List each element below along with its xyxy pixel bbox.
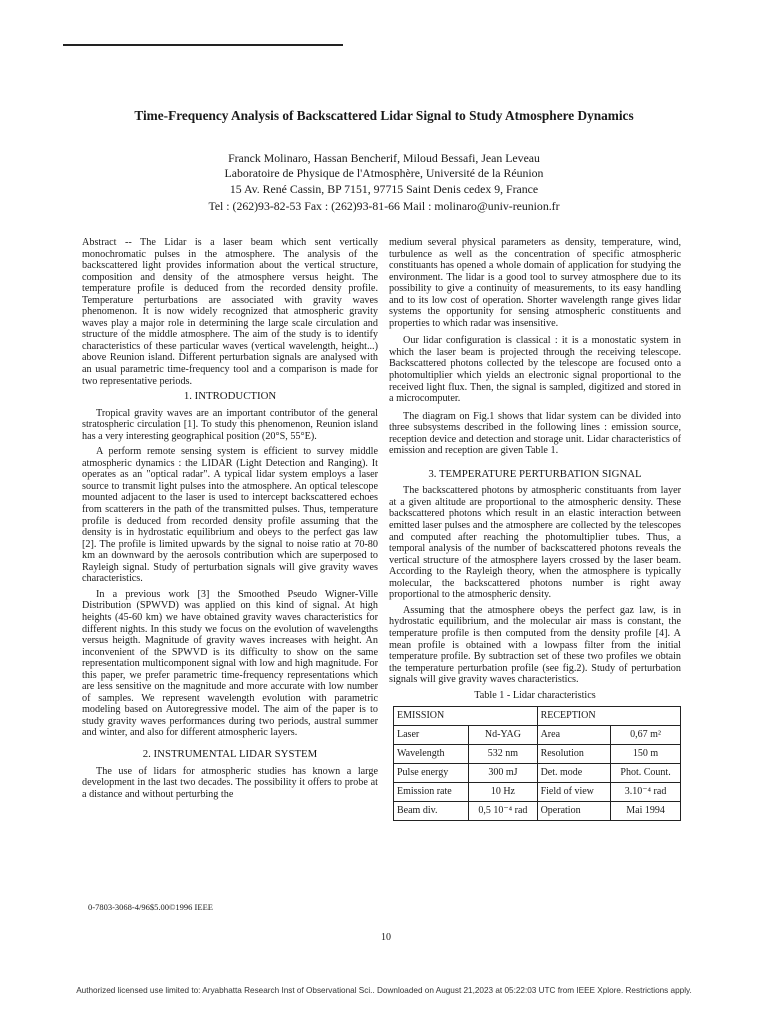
table-header-row [394, 707, 681, 726]
table-cell: Det. mode [537, 764, 611, 783]
table-row [394, 726, 681, 745]
table-cell: 532 nm [469, 745, 537, 764]
author-list: Franck Molinaro, Hassan Bencherif, Miloud Bessafi, Jean Leveau [228, 151, 540, 165]
table-cell: Wavelength [394, 745, 469, 764]
table-caption: Table 1 - Lidar characteristics [474, 689, 596, 701]
table-cell: Emission rate [394, 783, 469, 802]
left-column [82, 237, 378, 801]
table-cell: 3.10⁻⁴ rad [611, 783, 681, 802]
paragraph: Assuming that the atmosphere obeys the perfect gaz law, is in hydrostatic equilibrium, and the molecular air mass is constant, the temperature profile is then computed from the density profile [4]. A mean profile is obtained with a lowpass filter from the initial temperature profile. By subtraction set of these two profiles we obtain the temperature perturbation profile (see fig.2). Study of perturbation signals will give gravity waves characteristics. [389, 604, 681, 686]
right-column [389, 237, 681, 821]
table-cell: Phot. Count. [611, 764, 681, 783]
contact-info: Tel : (262)93-82-53 Fax : (262)93-81-66 Mail : molinaro@univ-reunion.fr [208, 199, 560, 213]
address: 15 Av. René Cassin, BP 7151, 97715 Saint Denis cedex 9, France [229, 182, 539, 196]
paragraph: Tropical gravity waves are an important contributor of the general stratospheric circulation [1]. To study this phenomenon, Reunion island has a very interesting geographical position (20°S, 55°E). [82, 407, 378, 442]
table-cell: Operation [537, 802, 611, 821]
affiliation: Laboratoire de Physique de l'Atmosphère, Université de la Réunion [224, 166, 544, 180]
paragraph: The diagram on Fig.1 shows that lidar system can be divided into three subsystems described in the following lines : emission source, reception device and detection and storage unit. Lidar characteristics of emission and reception are given Table 1. [389, 410, 681, 457]
table-cell: Beam div. [394, 802, 469, 821]
paragraph-continued: medium several physical parameters as density, temperature, wind, turbulence as well as the concentration of specific atmospheric constituants has opened a whole domain of application for studying the environment. The lidar is a good tool to survey atmosphere due to its possibility to give a continuity of measurements, to its easy handling and to its low cost of operation. Shorter wavelength range gives lidar systems the opportunity for sensing atmospheric constituents and properties to which radar was insensitive. [389, 237, 681, 329]
abstract: Abstract -- The Lidar is a laser beam which sent vertically monochromatic pulses in the atmosphere. The analysis of the backscattered light provides information about the vertical structure, composition and density of the atmosphere versus height. The temperature profile is deduced from the recorded density profile. Temperature perturbations are associated with gravity waves phenomenon. It is now widely recognized that atmospheric gravity waves play a major role in determining the large scale circulation and structure of the middle atmosphere. The aim of the study is to identify characteristics of these particular waves (vertical wavelength, height...) above Reunion island. Different perturbation signals are analysed with an usual parametric time-frequency tool and a comparison is made for two representative periods. [82, 237, 378, 387]
paragraph: The backscattered photons by atmospheric constituants from layer at a given altitude are proportional to the atmospheric density. These backscattered photons which result in an elastic interaction between emitted laser pulses and the atmosphere are collected by the telescopes and computed after reaching the photomultiplier tubes. Thus, a temporal analysis of the number of backscattered photons reveals the vertical structure of the atmosphere layers crossed by the laser beam. According to the Rayleigh theory, when the atmosphere is typically molecular, the backscattered photons number is right away proportional to the atmospheric density. [389, 485, 681, 601]
table-cell: Nd-YAG [469, 726, 537, 745]
table-cell: Resolution [537, 745, 611, 764]
table-cell: 0,5 10⁻⁴ rad [469, 802, 537, 821]
paper-title: Time-Frequency Analysis of Backscattered Lidar Signal to Study Atmosphere Dynamics [134, 108, 634, 123]
table-cell: Field of view [537, 783, 611, 802]
paragraph: In a previous work [3] the Smoothed Pseudo Wigner-Ville Distribution (SPWVD) was applied on this kind of signal. At high heights (45-60 km) we have obtained gravity waves characteristics for different nights. In this study we focus on the evolution of wavelengths versus heigth. Magnitude of gravity waves increases with height. An inconvenient of the SPWVD is its difficulty to show on the same representation multicomponent signal with low and high magnitude. For this paper, we prefer parametric time-frequency representations which are less sensitive on the magnitude and more accurate with low number of samples. We represent wavelength evolution with parametric modeling based on Autoregressive model. The aim of the paper is to study gravity waves performances during two periods, austral summer and winter, and also for different atmospheric layers. [82, 588, 378, 739]
table-cell: 0,67 m² [611, 726, 681, 745]
authorization-notice: Authorized licensed use limited to: Aryabhatta Research Inst of Observational Sci.. Downloaded on August 21,2023 at 05:22:03 UTC from IEEE Xplore. Restrictions apply. [76, 986, 692, 995]
page-number: 10 [381, 932, 391, 943]
section-heading-lidar-system: 2. INSTRUMENTAL LIDAR SYSTEM [142, 747, 318, 760]
table-cell: Laser [394, 726, 469, 745]
section-heading-temperature: 3. TEMPERATURE PERTURBATION SIGNAL [428, 467, 642, 480]
table-cell: Area [537, 726, 611, 745]
table-row [394, 802, 681, 821]
table-cell: 300 mJ [469, 764, 537, 783]
table-header-reception: RECEPTION [537, 707, 680, 726]
table-row [394, 783, 681, 802]
table-cell: Pulse energy [394, 764, 469, 783]
paragraph: A perform remote sensing system is efficient to survey middle atmospheric dynamics : the LIDAR (Light Detection and Ranging). It operates as an "optical radar". A typical lidar system employs a laser source to transmit light pulses into the atmosphere. An optical telescope mounted adjacent to the laser is used to intercept backscattered echoes from scatterers in the path of the transmitted pulses. Thus, temperature profile is deduced from recorded density profile assuming that the density is in hydrostatic equilibrium and obeys to the perfect gas law [2]. The profile is limited upwards by the signal to noise ratio at 70-80 km an downward by the aerosols contribution which are superposed to Rayleigh signal. Study of perturbation signals will give gravity waves characteristics. [82, 446, 378, 585]
table-cell: 150 m [611, 745, 681, 764]
copyright-code: 0-7803-3068-4/96$5.00©1996 IEEE [88, 902, 213, 912]
lidar-characteristics-table [393, 706, 681, 821]
table-header-emission: EMISSION [394, 707, 538, 726]
table-row [394, 764, 681, 783]
section-heading-introduction: 1. INTRODUCTION [183, 390, 277, 403]
table-cell: Mai 1994 [611, 802, 681, 821]
table-row [394, 745, 681, 764]
header-rule [63, 44, 343, 46]
paragraph: Our lidar configuration is classical : it is a monostatic system in which the laser beam is projected through the receiving telescope. Backscattered photons collected by the telescope are focused onto a photomultiplier which yields an electronic signal proportional to the received light flux. Then, the signal is sampled, digitized and stored in a microcomputer. [389, 335, 681, 405]
table-cell: 10 Hz [469, 783, 537, 802]
paragraph: The use of lidars for atmospheric studies has known a large development in the last two decades. The possibility it offers to probe at a distance and without perturbing the [82, 765, 378, 800]
